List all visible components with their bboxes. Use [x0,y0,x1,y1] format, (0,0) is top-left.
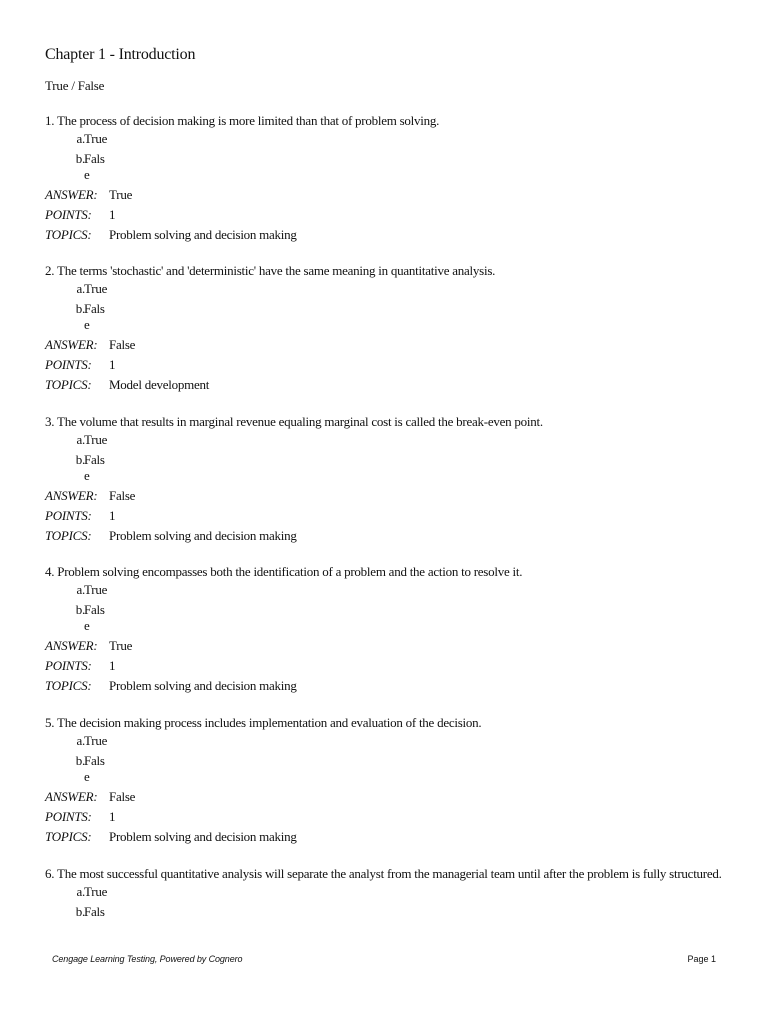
points-row [45,207,725,227]
question-stem: 5. The decision making process includes implementation and evaluation of the decision. [45,715,482,730]
footer-publisher: Cengage Learning Testing, Powered by Cognero [52,954,243,964]
points-value: 1 [109,207,116,222]
option-letter: a. [76,432,85,447]
option-text: True [84,281,108,296]
topics-label: TOPICS: [45,377,92,392]
points-row [45,508,725,528]
option-a [45,281,725,301]
topics-value: Problem solving and decision making [109,678,297,693]
answer-value: False [109,488,136,503]
answer-value: False [109,789,136,804]
option-b [45,151,725,187]
option-letter: a. [76,733,85,748]
chapter-title: Chapter 1 - Introduction [45,46,196,63]
answer-label: ANSWER: [45,638,98,653]
answer-row [45,488,725,508]
option-text: Fals [84,602,105,617]
topics-label: TOPICS: [45,829,92,844]
question-5 [45,715,725,849]
answer-value: True [109,187,133,202]
option-b [45,904,725,924]
option-text-wrap: e [84,317,90,332]
topics-label: TOPICS: [45,227,92,242]
topics-value: Problem solving and decision making [109,829,297,844]
answer-row [45,187,725,207]
points-label: POINTS: [45,207,92,222]
option-letter: a. [76,131,85,146]
option-letter: b. [75,753,85,768]
option-letter: b. [75,904,85,919]
option-text: True [84,131,108,146]
answer-row [45,789,725,809]
topics-row [45,528,725,548]
points-row [45,357,725,377]
option-text: Fals [84,452,105,467]
answer-value: True [109,638,133,653]
option-b [45,301,725,337]
option-text-wrap: e [84,167,90,182]
question-stem: 6. The most successful quantitative analysis will separate the analyst from the managerial team until after the problem is fully structured. [45,866,722,881]
points-label: POINTS: [45,357,92,372]
option-letter: a. [76,281,85,296]
option-text: True [84,884,108,899]
question-6 [45,866,725,924]
points-value: 1 [109,809,116,824]
option-text: Fals [84,753,105,768]
topics-value: Problem solving and decision making [109,227,297,242]
question-stem: 3. The volume that results in marginal revenue equaling marginal cost is called the break-even point. [45,414,543,429]
option-text-wrap: e [84,468,90,483]
option-letter: b. [75,151,85,166]
option-text: Fals [84,904,105,919]
topics-value: Model development [109,377,210,392]
option-a [45,432,725,452]
topics-row [45,227,725,247]
option-text-wrap: e [84,618,90,633]
answer-value: False [109,337,136,352]
option-a [45,131,725,151]
question-stem: 4. Problem solving encompasses both the identification of a problem and the action to resolve it. [45,564,523,579]
topics-row [45,377,725,397]
option-letter: a. [76,884,85,899]
option-a [45,884,725,904]
option-text: True [84,582,108,597]
question-stem: 1. The process of decision making is more limited than that of problem solving. [45,113,440,128]
answer-label: ANSWER: [45,187,98,202]
option-letter: b. [75,602,85,617]
option-text-wrap: e [84,769,90,784]
answer-row [45,337,725,357]
points-label: POINTS: [45,658,92,673]
question-2 [45,263,725,397]
topics-label: TOPICS: [45,528,92,543]
points-value: 1 [109,508,116,523]
option-a [45,733,725,753]
option-text: True [84,432,108,447]
option-text: True [84,733,108,748]
option-letter: a. [76,582,85,597]
points-row [45,658,725,678]
option-letter: b. [75,301,85,316]
footer-page-number: Page 1 [687,954,716,964]
topics-row [45,678,725,698]
topics-label: TOPICS: [45,678,92,693]
option-text: Fals [84,151,105,166]
points-label: POINTS: [45,809,92,824]
answer-label: ANSWER: [45,789,98,804]
option-b [45,753,725,789]
question-3 [45,414,725,548]
option-a [45,582,725,602]
option-text: Fals [84,301,105,316]
section-title: True / False [45,78,105,93]
answer-label: ANSWER: [45,488,98,503]
option-b [45,452,725,488]
points-label: POINTS: [45,508,92,523]
question-stem: 2. The terms 'stochastic' and 'deterministic' have the same meaning in quantitative analysis. [45,263,496,278]
topics-value: Problem solving and decision making [109,528,297,543]
question-1 [45,113,725,247]
question-4 [45,564,725,698]
answer-label: ANSWER: [45,337,98,352]
option-letter: b. [75,452,85,467]
answer-row [45,638,725,658]
points-value: 1 [109,658,116,673]
option-b [45,602,725,638]
points-value: 1 [109,357,116,372]
topics-row [45,829,725,849]
points-row [45,809,725,829]
